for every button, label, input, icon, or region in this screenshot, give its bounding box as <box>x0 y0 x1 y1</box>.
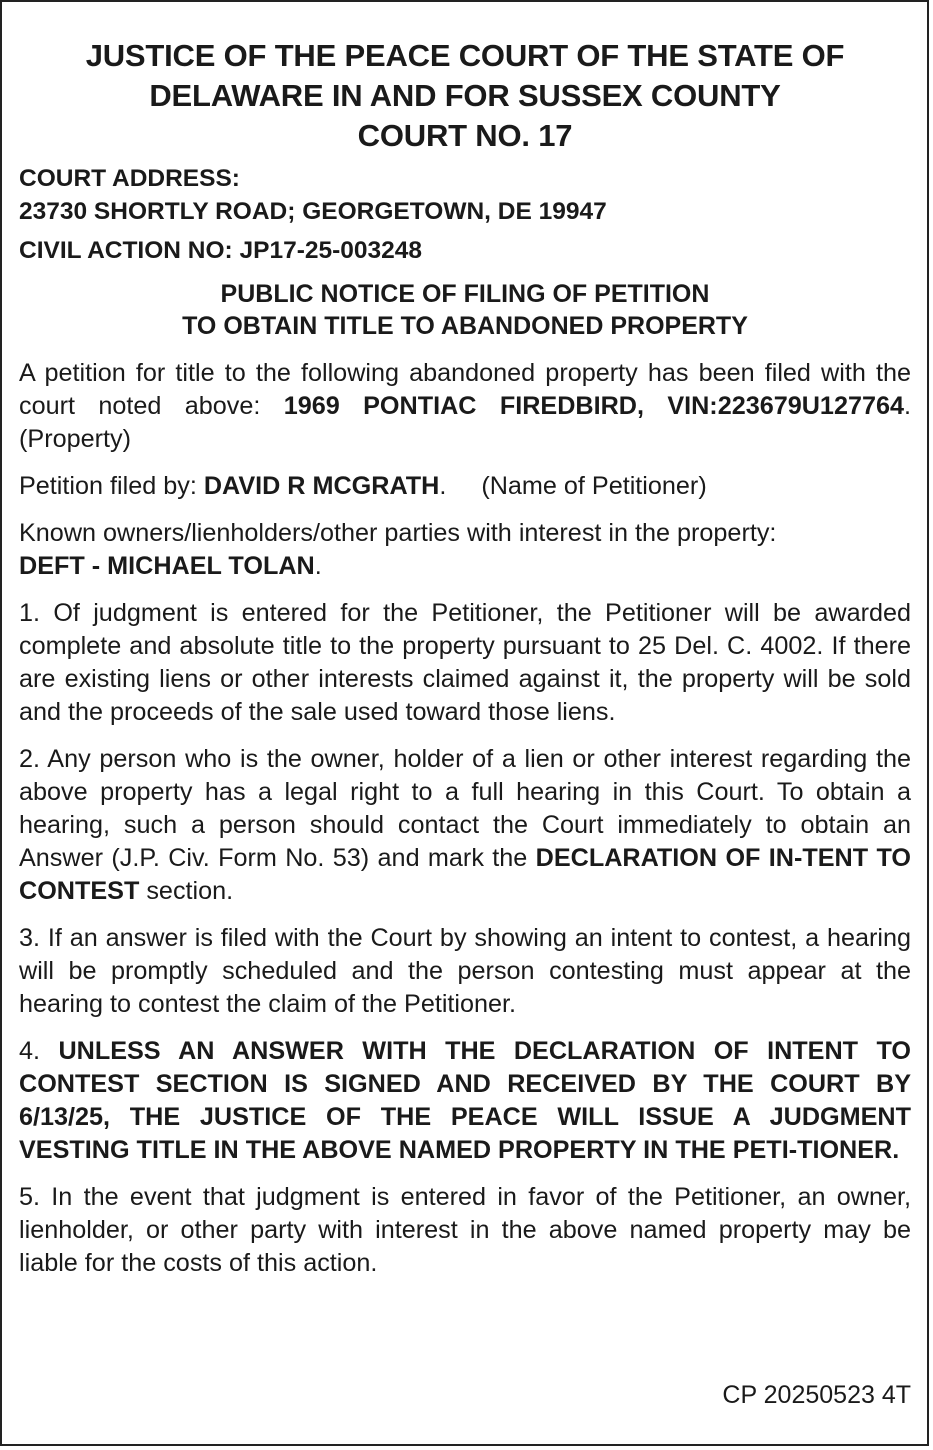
owners-label: Known owners/lienholders/other parties with interest in the property: <box>19 519 777 547</box>
owners-paragraph <box>19 517 911 583</box>
paragraph-2-suffix: section. <box>139 877 234 905</box>
paragraph-4-bold: UNLESS AN ANSWER WITH THE DECLARATION OF INTENT TO CONTEST SECTION IS SIGNED AND RECEIVED BY THE COURT BY 6/13/25, THE JUSTICE OF THE PEACE WILL ISSUE A JUDGMENT VESTING TITLE IN THE ABOVE NAMED PROPERTY IN THE PETI-TIONER. <box>19 1037 911 1164</box>
civil-action-number: CIVIL ACTION NO: JP17-25-003248 <box>19 237 423 264</box>
paragraph-2-bold: DECLARATION OF IN-TENT TO CONTEST <box>19 844 912 905</box>
petitioner-label: Petition filed by: <box>19 472 204 500</box>
paragraph-4-number: 4. <box>19 1037 59 1065</box>
notice-heading-line2: TO OBTAIN TITLE TO ABANDONED PROPERTY <box>182 312 748 340</box>
paragraph-1: 1. Of judgment is entered for the Petitioner, the Petitioner will be awarded complete and absolute title to the property pursuant to 25 Del. C. 4002. If there are existing liens or other interests claimed against it, the property will be sold and the proceeds of the sale used toward those liens. <box>19 599 911 726</box>
property-intro: A petition for title to the following abandoned property has been filed with the court noted above: <box>19 359 911 420</box>
publication-code: CP 20250523 4T <box>722 1381 911 1409</box>
petitioner-paragraph <box>19 470 911 503</box>
court-title-line1: JUSTICE OF THE PEACE COURT OF THE STATE OF <box>85 38 845 73</box>
owners-suffix: . <box>314 552 322 580</box>
court-title-line2: DELAWARE IN AND FOR SUSSEX COUNTY <box>149 78 781 113</box>
paragraph-4 <box>19 1035 911 1167</box>
court-address-label: COURT ADDRESS: <box>19 165 240 192</box>
owners-value: DEFT - MICHAEL TOLAN <box>19 552 315 580</box>
paragraph-5: 5. In the event that judgment is entered in favor of the Petitioner, an owner, lienholder, or other party with interest in the above named property may be liable for the costs of this action. <box>19 1183 911 1277</box>
property-paragraph <box>19 357 911 456</box>
court-address-value: 23730 SHORTLY ROAD; GEORGETOWN, DE 19947 <box>19 198 607 225</box>
petitioner-suffix: . (Name of Petitioner) <box>439 472 707 500</box>
paragraph-3: 3. If an answer is filed with the Court by showing an intent to contest, a hearing will be promptly scheduled and the person contesting must appear at the hearing to contest the claim of the Petitioner. <box>19 924 911 1018</box>
notice-heading <box>19 278 911 342</box>
court-title-line3: COURT NO. 17 <box>357 118 573 153</box>
paragraph-2 <box>19 743 911 908</box>
property-suffix: . (Property) <box>19 392 911 453</box>
court-address <box>19 162 911 228</box>
court-title <box>19 36 911 156</box>
petitioner-name: DAVID R MCGRATH <box>203 472 440 500</box>
property-value: 1969 PONTIAC FIREDBIRD, VIN:223679U127764 <box>283 392 904 420</box>
paragraph-2-text: 2. Any person who is the owner, holder of a lien or other interest regarding the above property has a legal right to a full hearing in this Court. To obtain a hearing, such a person should contact the Court immediately to obtain an Answer (J.P. Civ. Form No. 53) and mark the <box>19 745 911 872</box>
notice-heading-line1: PUBLIC NOTICE OF FILING OF PETITION <box>220 280 710 308</box>
